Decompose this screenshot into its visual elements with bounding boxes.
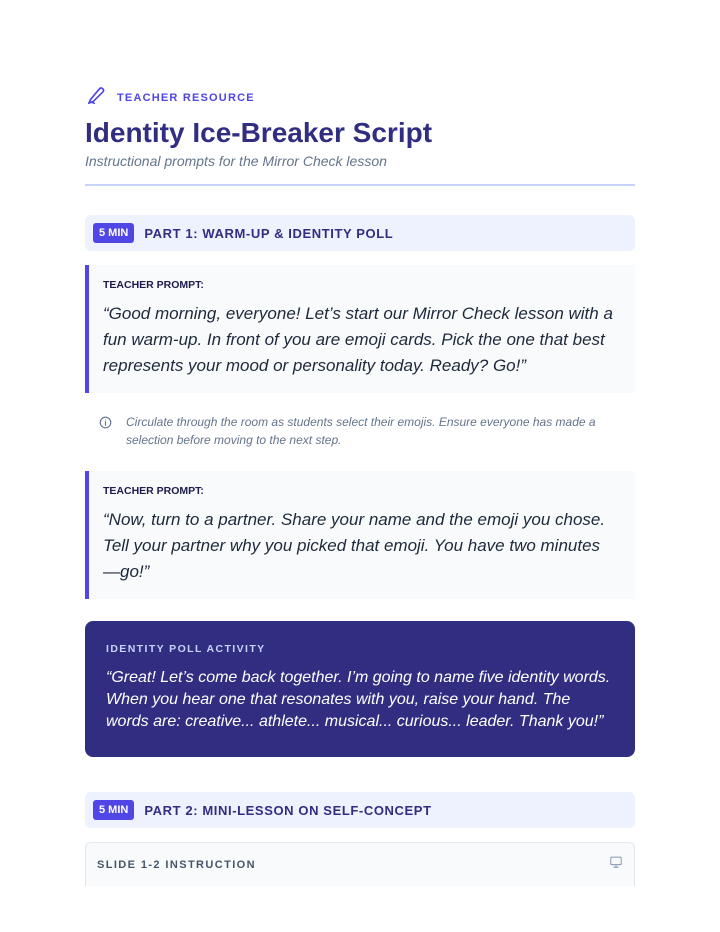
slide-label: SLIDE 1-2 INSTRUCTION bbox=[97, 858, 256, 871]
prompt-label: TEACHER PROMPT: bbox=[103, 485, 204, 497]
eyebrow-label: TEACHER RESOURCE bbox=[117, 91, 255, 104]
duration-badge: 5 MIN bbox=[93, 800, 134, 820]
activity-text: “Great! Let’s come back together. I’m going to name five identity words. When you hear one that resonates with you, raise your hand. The words are: creative... athlete... musical... curious... leader. Thank you!” bbox=[106, 669, 611, 730]
presentation-icon bbox=[609, 855, 623, 874]
header-divider bbox=[85, 184, 635, 186]
section-header-part1 bbox=[85, 215, 635, 251]
duration-badge: 5 MIN bbox=[93, 223, 134, 243]
identity-poll-card bbox=[85, 621, 635, 757]
info-icon bbox=[99, 413, 112, 449]
section-title: PART 2: MINI-LESSON ON SELF-CONCEPT bbox=[144, 802, 432, 818]
teacher-note bbox=[85, 393, 635, 471]
note-text: Circulate through the room as students select their emojis. Ensure everyone has made a selection before moving to the next step. bbox=[126, 415, 596, 447]
activity-label: IDENTITY POLL ACTIVITY bbox=[106, 643, 266, 655]
teacher-prompt-1 bbox=[85, 265, 635, 393]
slide-instruction-card bbox=[85, 842, 635, 886]
prompt-label: TEACHER PROMPT: bbox=[103, 279, 204, 291]
prompt-text: “Good morning, everyone! Let’s start our Mirror Check lesson with a fun warm-up. In front of you are emoji cards. Pick the one that best represents your mood or personality today. Ready? Go!” bbox=[103, 304, 613, 375]
eyebrow bbox=[85, 84, 635, 111]
pen-icon bbox=[85, 84, 107, 111]
page-subtitle: Instructional prompts for the Mirror Check lesson bbox=[85, 153, 387, 169]
section-title: PART 1: WARM-UP & IDENTITY POLL bbox=[144, 225, 394, 241]
page-title: Identity Ice-Breaker Script bbox=[85, 117, 433, 148]
teacher-prompt-2 bbox=[85, 471, 635, 599]
prompt-text: “Now, turn to a partner. Share your name and the emoji you chose. Tell your partner why you picked that emoji. You have two minutes—go!” bbox=[103, 510, 606, 581]
section-header-part2 bbox=[85, 792, 635, 828]
